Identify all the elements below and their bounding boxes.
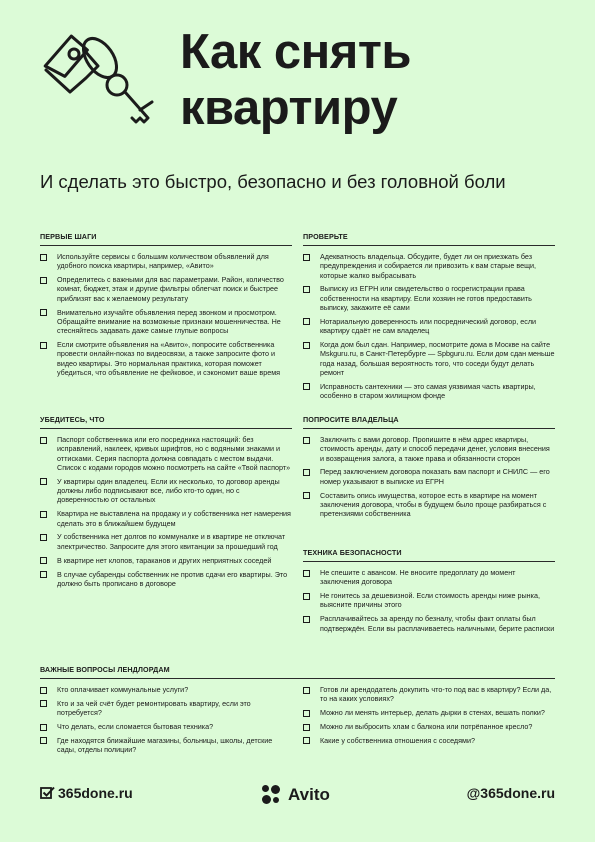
- checkbox[interactable]: [40, 700, 47, 707]
- list-item: [303, 491, 555, 519]
- checkbox[interactable]: [303, 724, 310, 731]
- checkbox[interactable]: [40, 511, 47, 518]
- checkbox[interactable]: [40, 309, 47, 316]
- section-heading: ТЕХНИКА БЕЗОПАСНОСТИ: [303, 548, 555, 562]
- checkbox[interactable]: [40, 737, 47, 744]
- item-text: Не гонитесь за дешевизной. Если стоимость аренды ниже рынка, выясните причины этого: [320, 591, 540, 610]
- checklist-left: [40, 685, 292, 759]
- list-item: [303, 467, 555, 486]
- checkbox[interactable]: [40, 687, 47, 694]
- checkbox[interactable]: [303, 318, 310, 325]
- item-text: Когда дом был сдан. Например, посмотрите дома в Москве на сайте Mskguru.ru, в Санкт-Петербурге — Spbguru.ru. Если дом сдан меньше года назад, большая вероятность того, что соседи будут делать ремонт: [320, 340, 555, 378]
- list-item: [303, 722, 555, 731]
- item-text: Если смотрите объявления на «Авито», попросите собственника провести онлайн-показ по видеосвязи, а также запросите фото и видео квартиры. Это нормальная практика, которая поможет убедиться, что объявление не фейковое, и сэкономит ваше время: [57, 340, 281, 378]
- list-item: [303, 382, 555, 401]
- list-item: [40, 532, 292, 551]
- item-text: В квартире нет клопов, тараканов и других неприятных соседей: [57, 555, 272, 565]
- item-text: Кто и за чей счёт будет ремонтировать квартиру, если это потребуется?: [57, 698, 251, 718]
- list-item: [303, 435, 555, 463]
- checkbox[interactable]: [303, 687, 310, 694]
- item-text: Внимательно изучайте объявления перед звонком и просмотром. Обращайте внимание на возможные признаки мошенничества. Не стесняйтесь задавать даже самые глупые вопросы: [57, 307, 281, 336]
- item-text: Исправность сантехники — это самая уязвимая часть квартиры, особенно в старом жилищном фонде: [320, 381, 536, 401]
- list-item: [40, 509, 292, 528]
- footer-social-handle[interactable]: @365done.ru: [466, 785, 555, 801]
- checkbox[interactable]: [303, 593, 310, 600]
- checkbox[interactable]: [303, 254, 310, 261]
- list-item: [303, 708, 555, 717]
- list-item: [303, 736, 555, 745]
- checkbox[interactable]: [303, 437, 310, 444]
- footer-site-logo[interactable]: [40, 785, 133, 801]
- checklist: [303, 252, 555, 401]
- list-item: [40, 275, 292, 303]
- checkbox[interactable]: [303, 342, 310, 349]
- list-item: [40, 435, 292, 472]
- section-first-steps: [40, 232, 292, 382]
- list-item: [303, 252, 555, 280]
- list-item: [303, 340, 555, 377]
- list-item: [303, 685, 555, 704]
- title-line-2: квартиру: [180, 81, 398, 135]
- checkbox[interactable]: [40, 571, 47, 578]
- avito-text: Avito: [288, 785, 330, 804]
- item-text: Не спешите с авансом. Не вносите предоплату до момент заключения договора: [320, 568, 516, 587]
- page-title: [180, 24, 411, 136]
- list-item: [303, 284, 555, 312]
- item-text: Адекватность владельца. Обсудите, будет ли он приезжать без предупреждения и собирается ли привозить к вам старые вещи, которые жалко выбрасывать: [320, 252, 536, 280]
- checkbox[interactable]: [303, 469, 310, 476]
- list-item: [40, 252, 292, 271]
- checkbox[interactable]: [40, 534, 47, 541]
- item-text: Можно ли менять интерьер, делать дырки в стенах, вешать полки?: [320, 708, 545, 718]
- checkbox[interactable]: [40, 478, 47, 485]
- section-safety: [303, 548, 555, 638]
- list-item: [40, 556, 292, 565]
- checkbox[interactable]: [303, 570, 310, 577]
- checkbox[interactable]: [303, 492, 310, 499]
- list-item: [40, 308, 292, 336]
- checklist: [303, 435, 555, 519]
- checkbox[interactable]: [40, 277, 47, 284]
- item-text: Используйте сервисы с большим количеством объявлений для удобного поиска квартиры, например, «Авито»: [57, 252, 269, 271]
- list-item: [303, 614, 555, 633]
- avito-logo[interactable]: [262, 785, 330, 805]
- item-text: Паспорт собственника или его посредника настоящий: без исправлений, наклеек, кривых шрифтов, но с водяными знаками и оттисками. Серия паспорта должна совпадать с местом выдачи. Список с кодами городов можно посмотреть на сайте «Твой паспорт»: [57, 435, 291, 472]
- item-text: Готов ли арендодатель докупить что-то под вас в квартиру? Если да, то на каких условиях?: [320, 685, 552, 704]
- section-check: [303, 232, 555, 405]
- checkbox[interactable]: [303, 710, 310, 717]
- item-text: Квартира не выставлена на продажу и у собственника нет намерения сделать это в ближайшем будущем: [57, 509, 291, 528]
- section-ask-owner: [303, 415, 555, 523]
- item-text: Нотариальную доверенность или посреднический договор, если квартиру сдаёт не сам владелец: [320, 316, 537, 336]
- item-text: Выписку из ЕГРН или свидетельство о госрегистрации права собственности на квартиру. Если хозяин не готов предоставить выписку, закажите её сами: [320, 284, 532, 313]
- checkbox[interactable]: [303, 616, 310, 623]
- list-item: [40, 570, 292, 589]
- check-box-icon: [40, 786, 56, 800]
- list-item: [40, 699, 292, 718]
- item-text: Можно ли выбросить хлам с балкона или потрёпанное кресло?: [320, 722, 533, 732]
- title-line-1: Как снять: [180, 25, 411, 79]
- list-item: [303, 591, 555, 610]
- keys-icon: [40, 30, 155, 135]
- checkbox[interactable]: [303, 737, 310, 744]
- section-heading: ПРОВЕРЬТЕ: [303, 232, 555, 246]
- item-text: Составить опись имущества, которое есть в квартире на момент заключения договора, чтобы в будущем было проще разбираться с претензиями собственника: [320, 490, 547, 519]
- item-text: Кто оплачивает коммунальные услуги?: [57, 685, 189, 694]
- item-text: Заключить с вами договор. Пропишите в нём адрес квартиры, стоимость аренды, дату и способ передачи денег, условия внесения и возвращения залога, а также права и обязанности сторон: [320, 435, 550, 463]
- section-heading: ВАЖНЫЕ ВОПРОСЫ ЛЕНДЛОРДАМ: [40, 665, 555, 679]
- checkbox[interactable]: [303, 286, 310, 293]
- list-item: [40, 477, 292, 505]
- footer-site-text: 365done.ru: [58, 785, 133, 801]
- avito-dots-icon: [262, 785, 282, 805]
- list-item: [40, 340, 292, 377]
- item-text: Что делать, если сломается бытовая техника?: [57, 722, 214, 732]
- checklist: [303, 568, 555, 633]
- item-text: Где находятся ближайшие магазины, больницы, школы, детские сады, отделы полиции?: [57, 735, 273, 755]
- section-questions: [40, 665, 555, 759]
- checkbox[interactable]: [40, 437, 47, 444]
- section-heading: УБЕДИТЕСЬ, ЧТО: [40, 415, 292, 429]
- checkbox[interactable]: [40, 342, 47, 349]
- list-item: [40, 722, 292, 731]
- section-heading: ПЕРВЫЕ ШАГИ: [40, 232, 292, 246]
- section-heading: ПОПРОСИТЕ ВЛАДЕЛЬЦА: [303, 415, 555, 429]
- item-text: Определитесь с важными для вас параметрами. Район, количество комнат, бюджет, этаж и другие фильтры облегчат поиск и быстрее приблизят вас к желаемому результату: [57, 275, 284, 303]
- checkbox[interactable]: [40, 724, 47, 731]
- item-text: У собственника нет долгов по коммуналке и в квартире не отключат электричество. Запросите для этого квитанции за прошедший год: [57, 532, 286, 551]
- list-item: [40, 736, 292, 755]
- item-text: Перед заключением договора показать вам паспорт и СНИЛС — его номер указывают в выписке из ЕГРН: [320, 467, 550, 486]
- section-make-sure: [40, 415, 292, 593]
- page-subtitle: И сделать это быстро, безопасно и без головной боли: [40, 171, 506, 192]
- item-text: Какие у собственника отношения с соседями?: [320, 735, 475, 745]
- item-text: Расплачивайтесь за аренду по безналу, чтобы факт оплаты был подтверждён. Если вы расплачиваетесь наличными, берите расписки: [320, 614, 555, 633]
- checklist-right: [303, 685, 555, 759]
- checkbox[interactable]: [40, 254, 47, 261]
- checkbox[interactable]: [303, 383, 310, 390]
- checklist: [40, 435, 292, 588]
- list-item: [40, 685, 292, 694]
- list-item: [303, 317, 555, 336]
- list-item: [303, 568, 555, 587]
- checklist: [40, 252, 292, 377]
- item-text: У квартиры один владелец. Если их несколько, то договор аренды должны либо подписывают все, либо кто-то один, но с доверенностью от остальных: [57, 476, 280, 505]
- checkbox[interactable]: [40, 557, 47, 564]
- item-text: В случае субаренды собственник не против сдачи его квартиры. Это должно быть прописано в договоре: [57, 569, 288, 588]
